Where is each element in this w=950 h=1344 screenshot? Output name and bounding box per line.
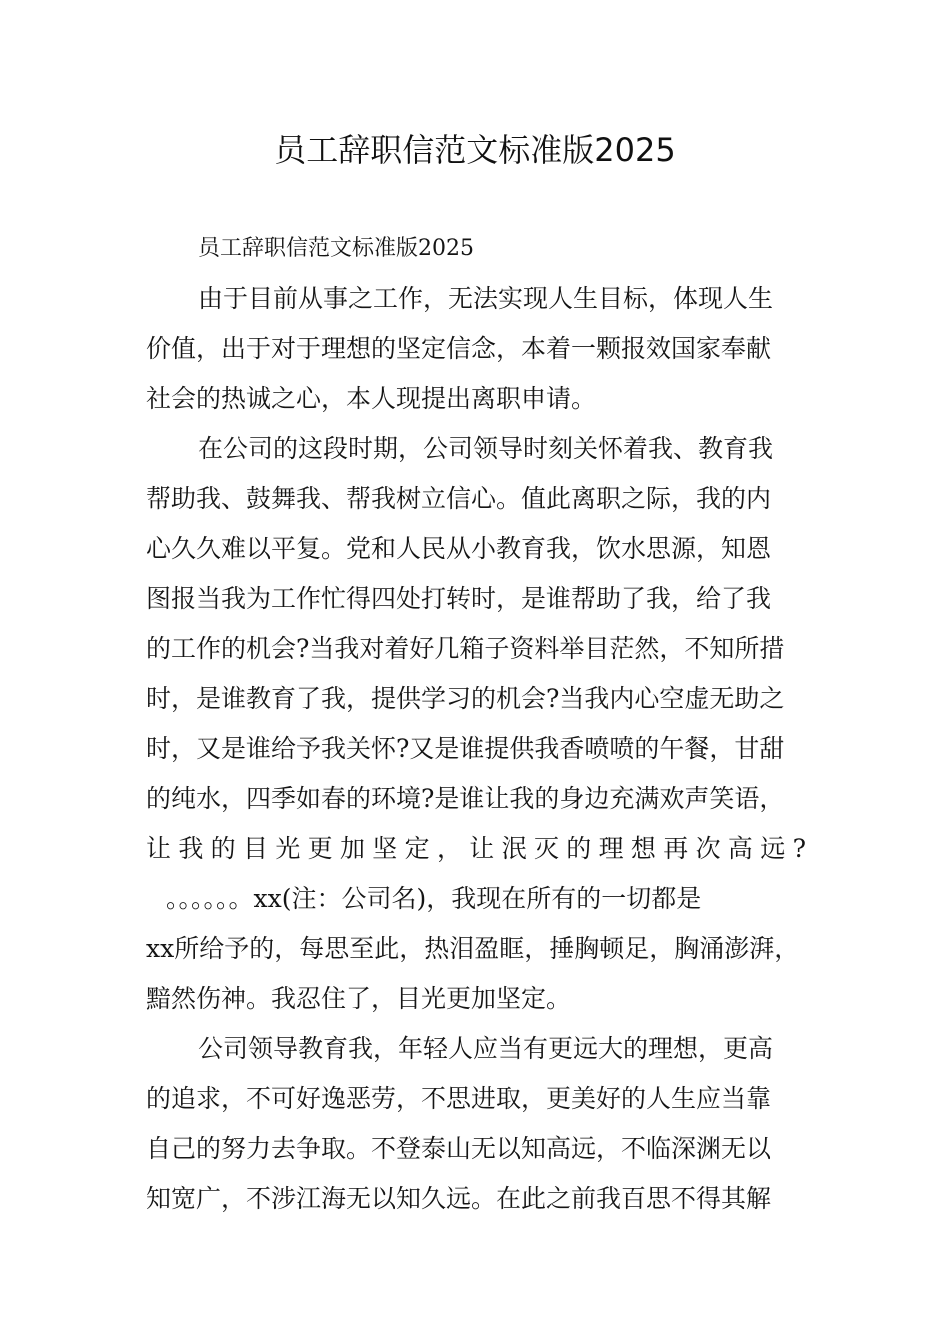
justified-char: 的 [210,834,236,863]
justified-char: 远 [760,834,786,863]
justified-char: 灭 [533,834,559,863]
body-line: 公司领导教育我，年轻人应当有更远大的理想，更高 [198,1034,774,1063]
justified-char: 光 [275,834,301,863]
justified-char: 坚 [372,834,398,863]
body-line: 的纯水，四季如春的环境?是谁让我的身边充满欢声笑语， [146,784,785,813]
justified-char: 想 [630,834,656,863]
body-line: 在公司的这段时期，公司领导时刻关怀着我、教育我 [198,434,774,463]
body-line-justified [146,824,806,874]
justified-char: 更 [307,834,333,863]
justified-char: 再 [663,834,689,863]
body-line: 由于目前从事之工作，无法实现人生目标，体现人生 [198,284,774,313]
body-line: 心久久难以平复。党和人民从小教育我，饮水思源，知恩 [146,534,772,563]
body-line: 图报当我为工作忙得四处打转时，是谁帮助了我，给了我 [146,584,772,613]
body-line: 的追求，不可好逸恶劳，不思进取，更美好的人生应当靠 [146,1084,772,1113]
body-line: 的工作的机会?当我对着好几箱子资料举目茫然，不知所措 [146,634,785,663]
body-line: 帮助我、鼓舞我、帮我树立信心。值此离职之际，我的内 [146,484,772,513]
justified-char: ， [436,834,462,863]
body-line: xx所给予的，每思至此，热泪盈眶，捶胸顿足，胸涌澎湃， [146,934,800,963]
justified-char: 理 [598,834,624,863]
justified-char: 我 [178,834,204,863]
body-line: 。。。。。。xx(注：公司名)，我现在所有的一切都是 [166,884,702,913]
body-line: 社会的热诚之心，本人现提出离职申请。 [146,384,597,413]
justified-char: 定 [404,834,430,863]
justified-char: ? [792,834,806,863]
document-body [146,224,816,1224]
document-title: 员工辞职信范文标准版2025 [274,131,676,169]
body-line: 价值，出于对于理想的坚定信念，本着一颗报效国家奉献 [146,334,772,363]
justified-char: 的 [566,834,592,863]
justified-char: 加 [339,834,365,863]
body-line: 自己的努力去争取。不登泰山无以知高远，不临深渊无以 [146,1134,772,1163]
body-line-subtitle: 员工辞职信范文标准版2025 [198,236,474,261]
justified-char: 泯 [501,834,527,863]
justified-char: 次 [695,834,721,863]
justified-char: 让 [469,834,495,863]
justified-char: 高 [727,834,753,863]
body-line: 时，又是谁给予我关怀?又是谁提供我香喷喷的午餐，甘甜 [146,734,785,763]
body-line: 黯然伤神。我忍住了，目光更加坚定。 [146,984,572,1013]
body-line: 知宽广，不涉江海无以知久远。在此之前我百思不得其解 [146,1184,772,1213]
justified-char: 让 [146,834,172,863]
justified-char: 目 [242,834,268,863]
body-line: 时，是谁教育了我，提供学习的机会?当我内心空虚无助之 [146,684,785,713]
